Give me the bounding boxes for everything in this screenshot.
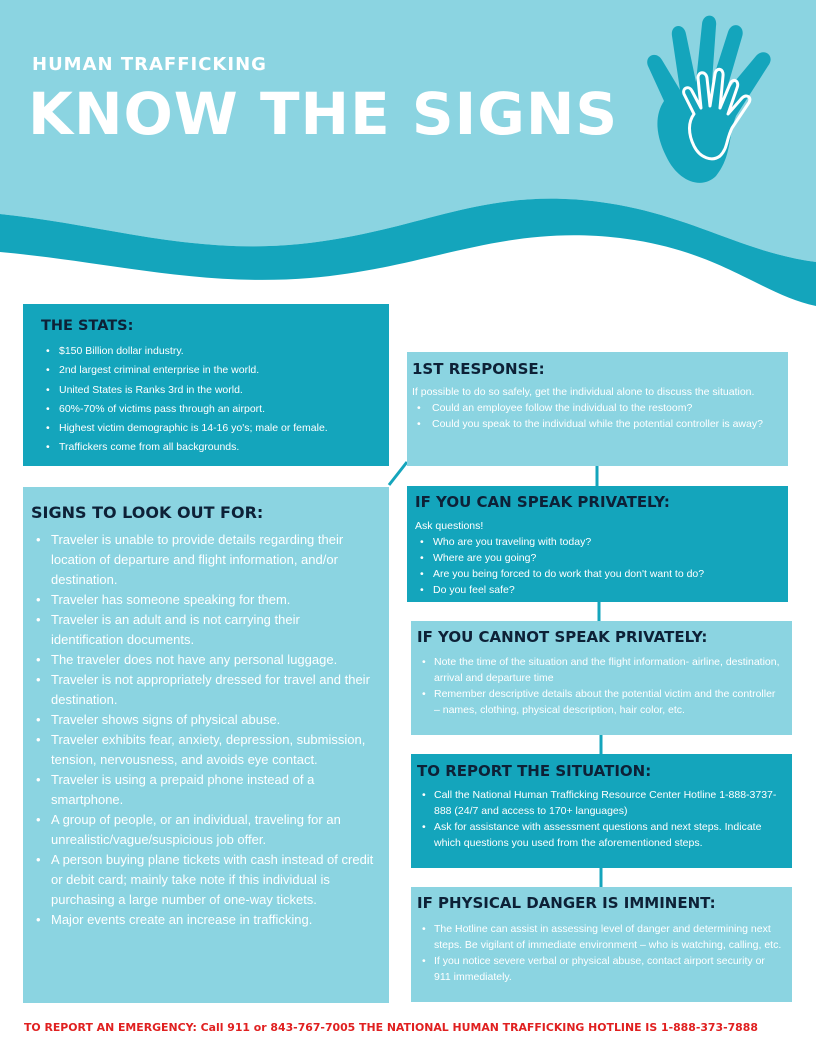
physical-danger-heading: IF PHYSICAL DANGER IS IMMINENT:: [417, 894, 716, 912]
speak-privately-intro: Ask questions!: [415, 520, 484, 532]
list-item: • Who are you traveling with today?: [415, 534, 780, 550]
speak-privately-list: [415, 534, 780, 598]
list-item: • 60%-70% of victims pass through an airport.: [41, 400, 373, 419]
cannot-speak-card: [411, 621, 792, 735]
list-item: • Are you being forced to do work that you don't want to do?: [415, 566, 780, 582]
list-item: • A group of people, or an individual, traveling for an unrealistic/vague/suspicious job offer.: [31, 810, 375, 850]
list-item: • Do you feel safe?: [415, 582, 780, 598]
list-item: • Traffickers come from all backgrounds.: [41, 438, 373, 457]
list-item: • Major events create an increase in trafficking.: [31, 910, 375, 930]
list-item: • Note the time of the situation and the flight information- airline, destination, arrival and departure time: [417, 654, 784, 686]
hands-icon: [636, 6, 786, 196]
list-item: • A person buying plane tickets with cash instead of credit or debit card; mainly take note if this individual is purchasing a large number of one-way tickets.: [31, 850, 375, 910]
speak-privately-heading: IF YOU CAN SPEAK PRIVATELY:: [415, 493, 670, 511]
signs-heading: SIGNS TO LOOK OUT FOR:: [31, 503, 264, 522]
list-item: • Traveler is not appropriately dressed for travel and their destination.: [31, 670, 375, 710]
emergency-footer: TO REPORT AN EMERGENCY: Call 911 or 843-767-7005 THE NATIONAL HUMAN TRAFFICKING HOTLINE IS 1-888-373-7888: [24, 1021, 758, 1034]
stats-heading: THE STATS:: [41, 318, 134, 334]
first-response-heading: 1ST RESPONSE:: [412, 360, 545, 378]
list-item: • Traveler exhibits fear, anxiety, depression, submission, tension, nervousness, and avoids eye contact.: [31, 730, 375, 770]
list-item: • Where are you going?: [415, 550, 780, 566]
list-item: • Ask for assistance with assessment questions and next steps. Indicate which questions you used from the aforementioned steps.: [417, 819, 784, 851]
list-item: • Traveler shows signs of physical abuse.: [31, 710, 375, 730]
list-item: • Traveler is using a prepaid phone instead of a smartphone.: [31, 770, 375, 810]
stats-card: [23, 304, 389, 466]
physical-danger-list: [417, 921, 784, 985]
list-item: • If you notice severe verbal or physical abuse, contact airport security or 911 immediately.: [417, 953, 784, 985]
speak-privately-card: [407, 486, 788, 602]
list-item: • $150 Billion dollar industry.: [41, 342, 373, 361]
first-response-intro: If possible to do so safely, get the individual alone to discuss the situation.: [412, 386, 755, 398]
list-item: • Could you speak to the individual while the potential controller is away?: [412, 416, 780, 432]
list-item: • 2nd largest criminal enterprise in the world.: [41, 361, 373, 380]
page-title: KNOW THE SIGNS: [28, 80, 619, 148]
list-item: • Highest victim demographic is 14-16 yo's; male or female.: [41, 419, 373, 438]
list-item: • The traveler does not have any personal luggage.: [31, 650, 375, 670]
signs-card: [23, 487, 389, 1003]
list-item: • Remember descriptive details about the potential victim and the controller – names, clothing, physical description, hair color, etc.: [417, 686, 784, 718]
first-response-list: [412, 400, 780, 432]
list-item: • Traveler has someone speaking for them.: [31, 590, 375, 610]
list-item: • Traveler is unable to provide details regarding their location of departure and flight information, and/or destination.: [31, 530, 375, 590]
list-item: • The Hotline can assist in assessing level of danger and determining next steps. Be vigilant of immediate environment – who is watching, calling, etc.: [417, 921, 784, 953]
physical-danger-card: [411, 887, 792, 1002]
report-situation-card: [411, 754, 792, 868]
list-item: • Could an employee follow the individual to the restoom?: [412, 400, 780, 416]
list-item: • Traveler is an adult and is not carrying their identification documents.: [31, 610, 375, 650]
list-item: • United States is Ranks 3rd in the world.: [41, 381, 373, 400]
cannot-speak-list: [417, 654, 784, 718]
report-situation-heading: TO REPORT THE SITUATION:: [417, 762, 652, 780]
first-response-card: [407, 352, 788, 466]
report-situation-list: [417, 787, 784, 851]
signs-list: [31, 530, 375, 930]
header-kicker: HUMAN TRAFFICKING: [32, 54, 267, 75]
stats-list: [41, 342, 373, 458]
cannot-speak-heading: IF YOU CANNOT SPEAK PRIVATELY:: [417, 628, 708, 646]
list-item: • Call the National Human Trafficking Resource Center Hotline 1-888-3737-888 (24/7 and access to 170+ languages): [417, 787, 784, 819]
